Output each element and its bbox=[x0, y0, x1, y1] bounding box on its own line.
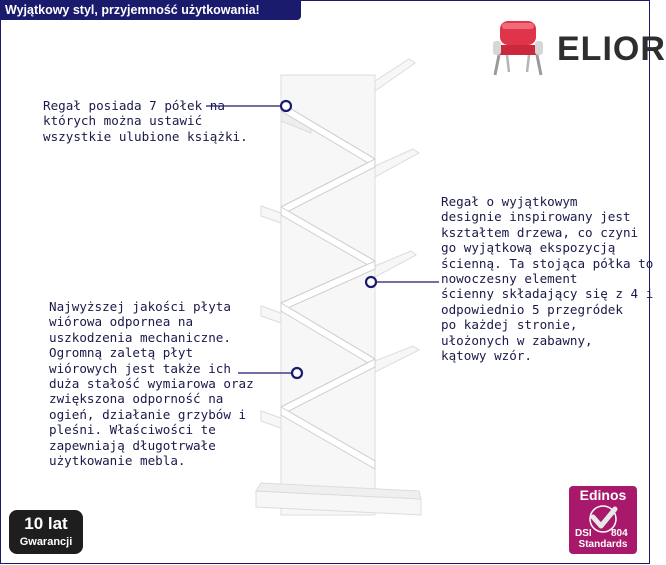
brand-name: ELIOR bbox=[557, 30, 666, 68]
certificate-right-code: 804 bbox=[611, 528, 628, 539]
warranty-years: 10 lat bbox=[24, 514, 68, 533]
brand-logo bbox=[487, 17, 666, 79]
chair-icon bbox=[487, 17, 549, 79]
certificate-title: Edinos bbox=[579, 487, 627, 503]
checkmark-icon bbox=[573, 504, 633, 538]
warranty-label: Gwarancji bbox=[19, 536, 73, 548]
certificate-left-code: DSI bbox=[575, 528, 592, 539]
edinos-certificate-badge bbox=[569, 486, 637, 554]
certificate-standards-label: Standards bbox=[578, 539, 628, 550]
design-description: Regał o wyjątkowym designie inspirowany jest kształtem drzewa, co czyni go wyjątkową ekspozycją ścienną. Ta stojąca półka to nowoczesny element ścienny składający się z 4 i odpowiednio 5 przegródek po każdej stronie, ułożonych w zabawny, kątowy wzór. bbox=[441, 194, 654, 364]
headline-banner: Wyjątkowy styl, przyjemność użytkowania! bbox=[1, 1, 301, 20]
warranty-badge bbox=[9, 510, 83, 554]
material-description: Najwyższej jakości płyta wiórowa odpornea na uszkodzenia mechaniczne. Ogromną zaletą płyt wiórowych jest także ich duża stałość wymiarowa oraz zwiększona odporność na ogień, działanie grzybów i pleśni. Właściwości te zapewniają długotrwałe użytkowanie mebla. bbox=[49, 299, 254, 469]
shelves-description: Regał posiada 7 półek na których można ustawić wszystkie ulubione książki. bbox=[43, 98, 248, 144]
tree-bookshelf-illustration bbox=[251, 41, 431, 541]
